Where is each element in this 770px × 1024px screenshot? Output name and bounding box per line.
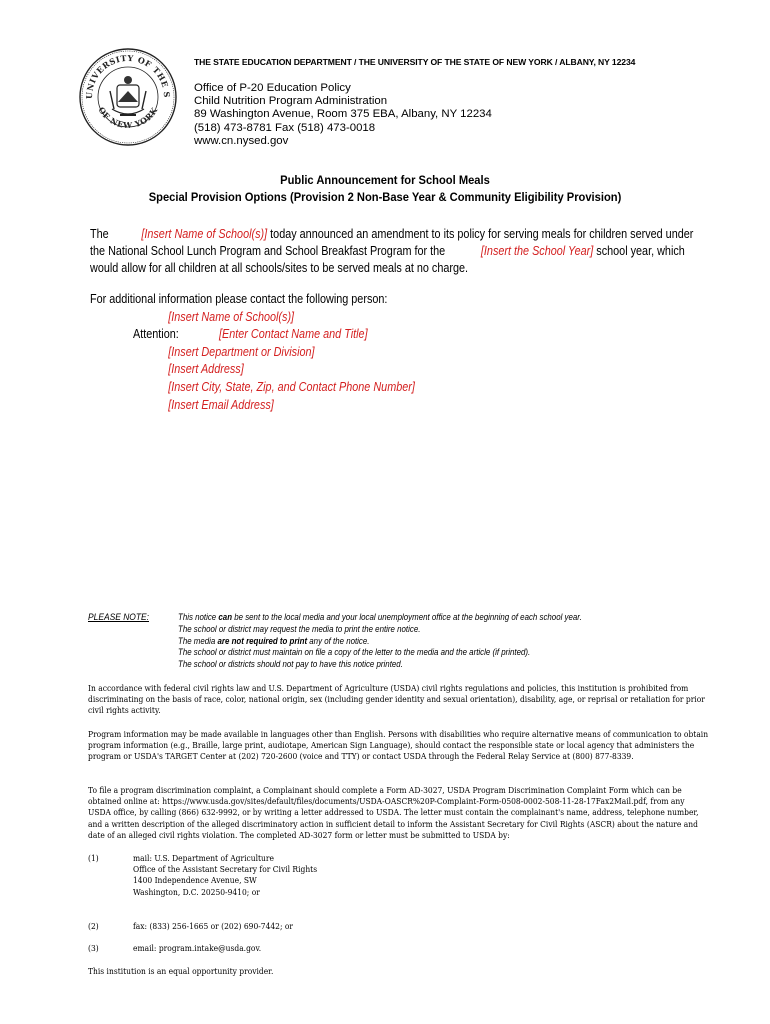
complaint-paragraph: To file a program discrimination complaint, a Complainant should complete a Form AD-3027, USDA Program Discrimination Complaint Form which can be obtained online at: https://www.usda.gov/sites/default/files/documents/USDA-OASCR%20P-Complaint-Form-0508-0002-508-11-28-17Fax2Mail.pdf, from any USDA office, by calling (866) 632-9992, or by writing a letter addressed to USDA. The letter must contain the complainant's name, address, telephone number, and a written description of the alleged discriminatory action in sufficient detail to inform the Assistant Secretary for Civil Rights (ASCR) about the nature and date of an alleged civil rights violation. The completed AD-3027 form or letter must be submitted to USDA by: [88,785,699,840]
attention-label: Attention: [133,327,179,342]
city-placeholder: [Insert City, State, Zip, and Contact Phone Number] [168,379,415,394]
title-line-2: Special Provision Options (Provision 2 Non-Base Year & Community Eligibility Provision) [148,190,622,204]
phone-fax: (518) 473-8781 Fax (518) 473-0018 [194,121,376,134]
note-line-1-emphasis: can [218,612,233,622]
please-note-lines [178,612,582,671]
nondiscrimination-paragraph: In accordance with federal civil rights law and U.S. Department of Agriculture (USDA) civil rights regulations and policies, this institution is prohibited from discriminating on the basis of race, color, national origin, sex (including gender identity and sexual orientation), disability, age, or reprisal or retaliation for prior civil rights activity. [88,683,705,716]
announcement-text-b: school year, which would allow for all children at all schools/sites to be served meals at no charge. [90,243,685,275]
seal-icon [78,47,178,147]
note-line-2: The school or district may request the media to print the entire notice. [178,623,421,634]
svg-text:OF NEW YORK [96,105,159,130]
address-placeholder: [Insert Address] [168,362,244,377]
seal-ring-text-bottom: OF NEW YORK [96,105,160,130]
email-placeholder: [Insert Email Address] [168,397,274,412]
website: www.cn.nysed.gov [194,134,289,147]
mail-line-1: mail: U.S. Department of Agriculture [133,853,274,863]
title-line-1: Public Announcement for School Meals [280,173,490,187]
document-title [39,172,732,206]
method-number: (2) [88,921,99,931]
method-number: (3) [88,943,99,953]
mail-line-2: Office of the Assistant Secretary for Civil Rights [133,864,318,875]
institution-header: THE STATE EDUCATION DEPARTMENT / THE UNIVERSITY OF THE STATE OF NEW YORK / ALBANY, NY 12234 [194,57,636,67]
nys-education-seal [78,47,178,147]
mail-line-3: 1400 Independence Avenue, SW [133,875,257,886]
mail-line-4: Washington, D.C. 20250-9410; or [133,886,260,897]
seal-ring-text-top: UNIVERSITY OF THE S [83,52,173,100]
note-line-1-a: This notice [178,612,219,622]
attention-placeholder: [Enter Contact Name and Title] [219,327,368,342]
equal-opportunity-statement: This institution is an equal opportunity provider. [88,966,274,976]
announcement-paragraph [90,226,699,276]
office-address-block [194,82,492,148]
street-address: 89 Washington Avenue, Room 375 EBA, Albany, NY 12234 [194,108,492,121]
note-line-1 [178,612,582,624]
svg-text:THE UNIVERSITY OF THE STATE [78,47,172,99]
complaint-email: email: program.intake@usda.gov. [133,943,262,953]
contact-school-placeholder: [Insert Name of School(s)] [168,309,295,324]
school-name-placeholder: [Insert Name of School(s)] [141,227,268,241]
school-year-placeholder: [Insert the School Year] [480,243,594,258]
note-line-3 [178,636,582,648]
fax-numbers: fax: (833) 256-1665 or (202) 690-7442; or [133,921,294,931]
mail-address [133,853,317,898]
please-note-label: PLEASE NOTE: [88,612,149,623]
office-name: Office of P-20 Education Policy [194,82,351,94]
note-line-3-a: The media [178,635,218,646]
method-number: (1) [88,853,99,863]
note-line-3-c: any of the notice. [307,635,370,646]
note-line-4: The school or district must maintain on file a copy of the letter to the media and the article (if printed). [178,647,531,658]
announcement-the: The [90,227,109,241]
note-line-1-c: be sent to the local media and your local unemployment office at the beginning of each school year. [232,612,582,622]
attention-row [90,326,415,344]
announcement-text-a: today announced an amendment to its policy for serving meals for children served under the National School Lunch Program and School Breakfast Program for the [90,227,694,258]
program-information-paragraph: Program information may be made available in languages other than English. Persons with disabilities who require alternative means of communication to obtain program information (e.g., Braille, large print, audiotape, American Sign Language), should contact the responsible state or local agency that administers the program or USDA's TARGET Center at (202) 720-2600 (voice and TTY) or contact USDA through the Federal Relay Service at (800) 877-8339. [88,729,709,762]
department-placeholder: [Insert Department or Division] [168,344,315,359]
program-name: Child Nutrition Program Administration [194,95,388,108]
note-line-3-emphasis: are not required to print [217,635,308,646]
note-line-5: The school or districts should not pay to have this notice printed. [178,659,403,670]
contact-intro: For additional information please contact the following person: [90,292,388,306]
contact-block [90,291,415,414]
